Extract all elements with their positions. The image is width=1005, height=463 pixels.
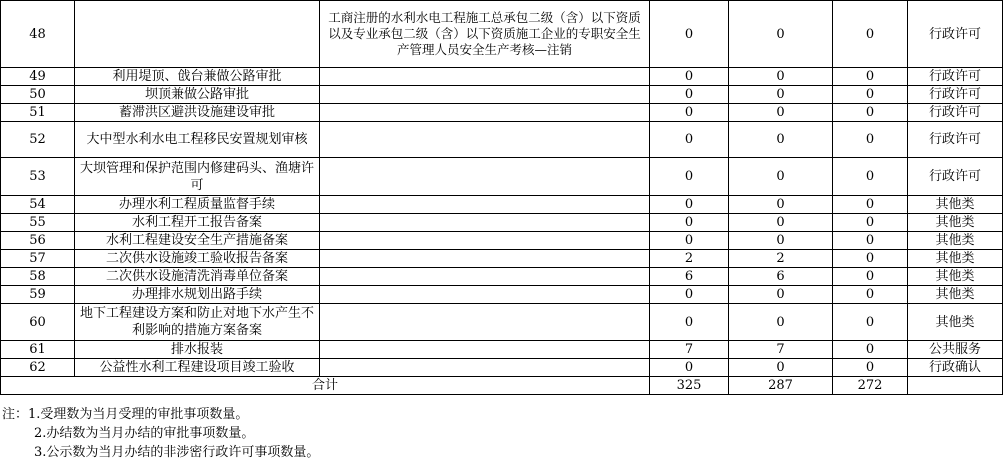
table-row (1, 196, 1003, 214)
sub-item-name (320, 250, 650, 268)
total-type (908, 377, 1003, 395)
published-count: 0 (833, 104, 908, 122)
published-count: 0 (833, 68, 908, 86)
published-count: 0 (833, 214, 908, 232)
row-number: 56 (1, 232, 75, 250)
footnote-1: 注：1.受理数为当月受理的审批事项数量。 (2, 407, 249, 422)
item-type: 行政许可 (908, 122, 1003, 158)
item-name: 公益性水利工程建设项目竣工验收 (75, 359, 320, 377)
completed-count: 7 (729, 341, 833, 359)
published-count: 0 (833, 250, 908, 268)
footnotes (2, 405, 319, 462)
item-name: 水利工程开工报告备案 (75, 214, 320, 232)
completed-count: 0 (729, 68, 833, 86)
table-row (1, 122, 1003, 158)
item-type: 其他类 (908, 250, 1003, 268)
footnote-2: 2.办结数为当月办结的审批事项数量。 (34, 426, 255, 441)
published-count: 0 (833, 196, 908, 214)
completed-count: 0 (729, 158, 833, 196)
completed-count: 0 (729, 104, 833, 122)
table-row (1, 214, 1003, 232)
completed-count: 0 (729, 86, 833, 104)
completed-count: 0 (729, 196, 833, 214)
sub-item-name: 工商注册的水利水电工程施工总承包二级（含）以下资质以及专业承包二级（含）以下资质施工企业的专职安全生产管理人员安全生产考核—注销 (320, 1, 650, 68)
item-name: 地下工程建设方案和防止对地下水产生不利影响的措施方案备案 (75, 304, 320, 341)
sub-item-name (320, 286, 650, 304)
sub-item-name (320, 304, 650, 341)
table-row (1, 341, 1003, 359)
accepted-count: 6 (650, 268, 729, 286)
completed-count: 0 (729, 304, 833, 341)
item-type: 行政许可 (908, 1, 1003, 68)
sub-item-name (320, 122, 650, 158)
accepted-count: 0 (650, 359, 729, 377)
table-row (1, 268, 1003, 286)
accepted-count: 0 (650, 286, 729, 304)
item-name: 二次供水设施清洗消毒单位备案 (75, 268, 320, 286)
table-row (1, 1, 1003, 68)
row-number: 57 (1, 250, 75, 268)
accepted-count: 0 (650, 196, 729, 214)
item-name: 二次供水设施竣工验收报告备案 (75, 250, 320, 268)
item-name: 大坝管理和保护范围内修建码头、渔塘许可 (75, 158, 320, 196)
completed-count: 0 (729, 232, 833, 250)
item-type: 公共服务 (908, 341, 1003, 359)
published-count: 0 (833, 304, 908, 341)
item-type: 行政许可 (908, 104, 1003, 122)
item-type: 其他类 (908, 196, 1003, 214)
row-number: 61 (1, 341, 75, 359)
table-row (1, 286, 1003, 304)
table-body (1, 1, 1003, 395)
published-count: 0 (833, 286, 908, 304)
row-number: 55 (1, 214, 75, 232)
row-number: 48 (1, 1, 75, 68)
sub-item-name (320, 268, 650, 286)
item-name: 蓄滞洪区避洪设施建设审批 (75, 104, 320, 122)
item-type: 行政许可 (908, 68, 1003, 86)
sub-item-name (320, 86, 650, 104)
published-count: 0 (833, 122, 908, 158)
total-row (1, 377, 1003, 395)
completed-count: 0 (729, 359, 833, 377)
item-name: 坝顶兼做公路审批 (75, 86, 320, 104)
accepted-count: 0 (650, 304, 729, 341)
item-type: 行政许可 (908, 158, 1003, 196)
item-name: 水利工程建设安全生产措施备案 (75, 232, 320, 250)
table-row (1, 304, 1003, 341)
row-number: 52 (1, 122, 75, 158)
completed-count: 0 (729, 214, 833, 232)
total-label: 合计 (1, 377, 650, 395)
row-number: 62 (1, 359, 75, 377)
item-type: 其他类 (908, 232, 1003, 250)
item-name: 办理水利工程质量监督手续 (75, 196, 320, 214)
accepted-count: 2 (650, 250, 729, 268)
item-type: 其他类 (908, 304, 1003, 341)
published-count: 0 (833, 341, 908, 359)
published-count: 0 (833, 158, 908, 196)
published-count: 0 (833, 232, 908, 250)
item-type: 行政确认 (908, 359, 1003, 377)
sub-item-name (320, 196, 650, 214)
sub-item-name (320, 359, 650, 377)
published-count: 0 (833, 1, 908, 68)
table-row (1, 158, 1003, 196)
row-number: 50 (1, 86, 75, 104)
published-count: 0 (833, 268, 908, 286)
table-row (1, 68, 1003, 86)
table-row (1, 250, 1003, 268)
item-type: 其他类 (908, 214, 1003, 232)
sub-item-name (320, 232, 650, 250)
completed-count: 6 (729, 268, 833, 286)
completed-count: 2 (729, 250, 833, 268)
item-type: 其他类 (908, 286, 1003, 304)
table-row (1, 232, 1003, 250)
item-type: 行政许可 (908, 86, 1003, 104)
accepted-count: 7 (650, 341, 729, 359)
published-count: 0 (833, 359, 908, 377)
accepted-count: 0 (650, 232, 729, 250)
item-name: 办理排水规划出路手续 (75, 286, 320, 304)
completed-count: 0 (729, 1, 833, 68)
row-number: 49 (1, 68, 75, 86)
row-number: 54 (1, 196, 75, 214)
item-name: 大中型水利水电工程移民安置规划审核 (75, 122, 320, 158)
sub-item-name (320, 341, 650, 359)
item-name: 排水报装 (75, 341, 320, 359)
accepted-count: 0 (650, 122, 729, 158)
total-completed: 287 (729, 377, 833, 395)
completed-count: 0 (729, 122, 833, 158)
row-number: 59 (1, 286, 75, 304)
table-row (1, 86, 1003, 104)
row-number: 58 (1, 268, 75, 286)
accepted-count: 0 (650, 158, 729, 196)
published-count: 0 (833, 86, 908, 104)
row-number: 60 (1, 304, 75, 341)
sub-item-name (320, 214, 650, 232)
accepted-count: 0 (650, 214, 729, 232)
accepted-count: 0 (650, 104, 729, 122)
accepted-count: 0 (650, 1, 729, 68)
table-row (1, 359, 1003, 377)
total-published: 272 (833, 377, 908, 395)
row-number: 51 (1, 104, 75, 122)
completed-count: 0 (729, 286, 833, 304)
sub-item-name (320, 68, 650, 86)
table-row (1, 104, 1003, 122)
accepted-count: 0 (650, 86, 729, 104)
sub-item-name (320, 158, 650, 196)
item-type: 其他类 (908, 268, 1003, 286)
row-number: 53 (1, 158, 75, 196)
accepted-count: 0 (650, 68, 729, 86)
item-name (75, 1, 320, 68)
total-accepted: 325 (650, 377, 729, 395)
sub-item-name (320, 104, 650, 122)
footnote-3: 3.公示数为当月办结的非涉密行政许可事项数量。 (34, 445, 320, 460)
item-name: 利用堤顶、戗台兼做公路审批 (75, 68, 320, 86)
